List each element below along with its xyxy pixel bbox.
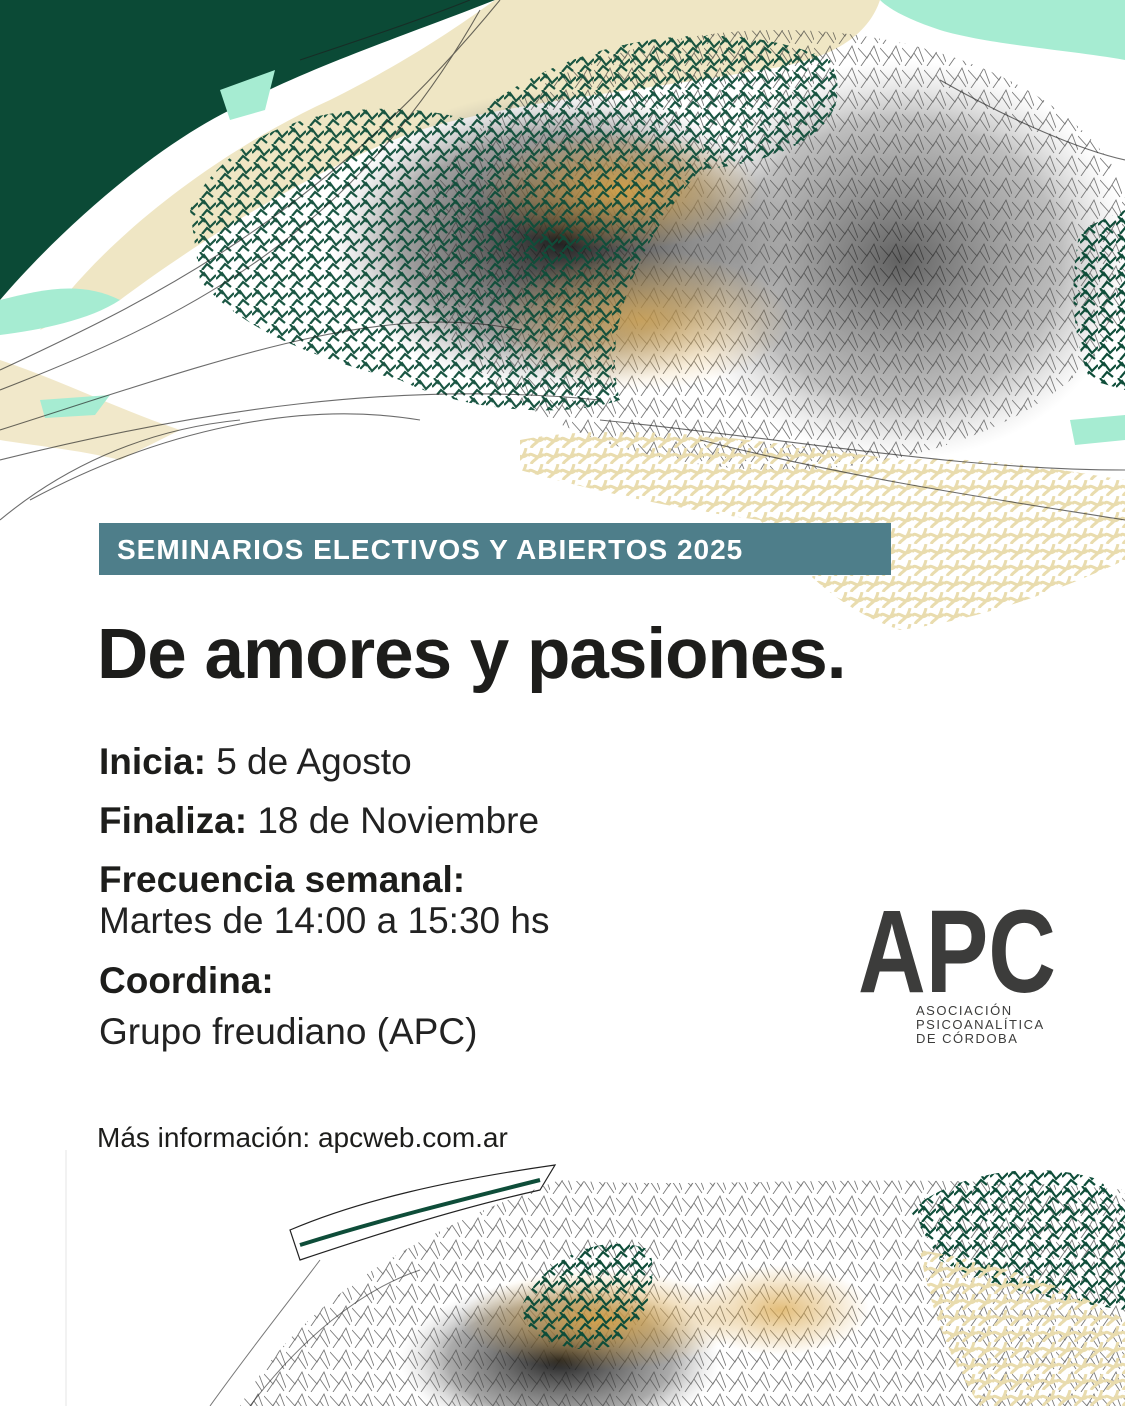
end-date-label: Finaliza:: [99, 800, 248, 841]
frequency-label: Frecuencia semanal:: [99, 859, 466, 900]
frequency-value: Martes de 14:00 a 15:30 hs: [99, 900, 550, 941]
coordinator-label: Coordina:: [99, 960, 274, 1001]
seminar-banner-text: SEMINARIOS ELECTIVOS Y ABIERTOS 2025: [117, 534, 744, 565]
page-title: De amores y pasiones.: [97, 615, 846, 694]
logo-line-2: PSICOANALÍTICA: [916, 1017, 1045, 1032]
logo-line-3: DE CÓRDOBA: [916, 1031, 1019, 1046]
bottom-artwork: [0, 1150, 1125, 1406]
more-info-link[interactable]: Más información: apcweb.com.ar: [97, 1122, 508, 1153]
start-date-label: Inicia:: [99, 741, 206, 782]
start-date-value: 5 de Agosto: [216, 741, 412, 782]
coordinator-label-row: [99, 960, 274, 1002]
end-date-row: [99, 800, 539, 842]
frequency-label-row: [99, 859, 465, 901]
logo-line-1: ASOCIACIÓN: [916, 1003, 1013, 1018]
seminar-banner: [99, 523, 891, 575]
coordinator-value: Grupo freudiano (APC): [99, 1011, 478, 1052]
apc-logo: [858, 880, 1058, 1055]
start-date-row: [99, 741, 412, 783]
logo-acronym: APC: [858, 886, 1056, 1018]
end-date-value: 18 de Noviembre: [257, 800, 540, 841]
